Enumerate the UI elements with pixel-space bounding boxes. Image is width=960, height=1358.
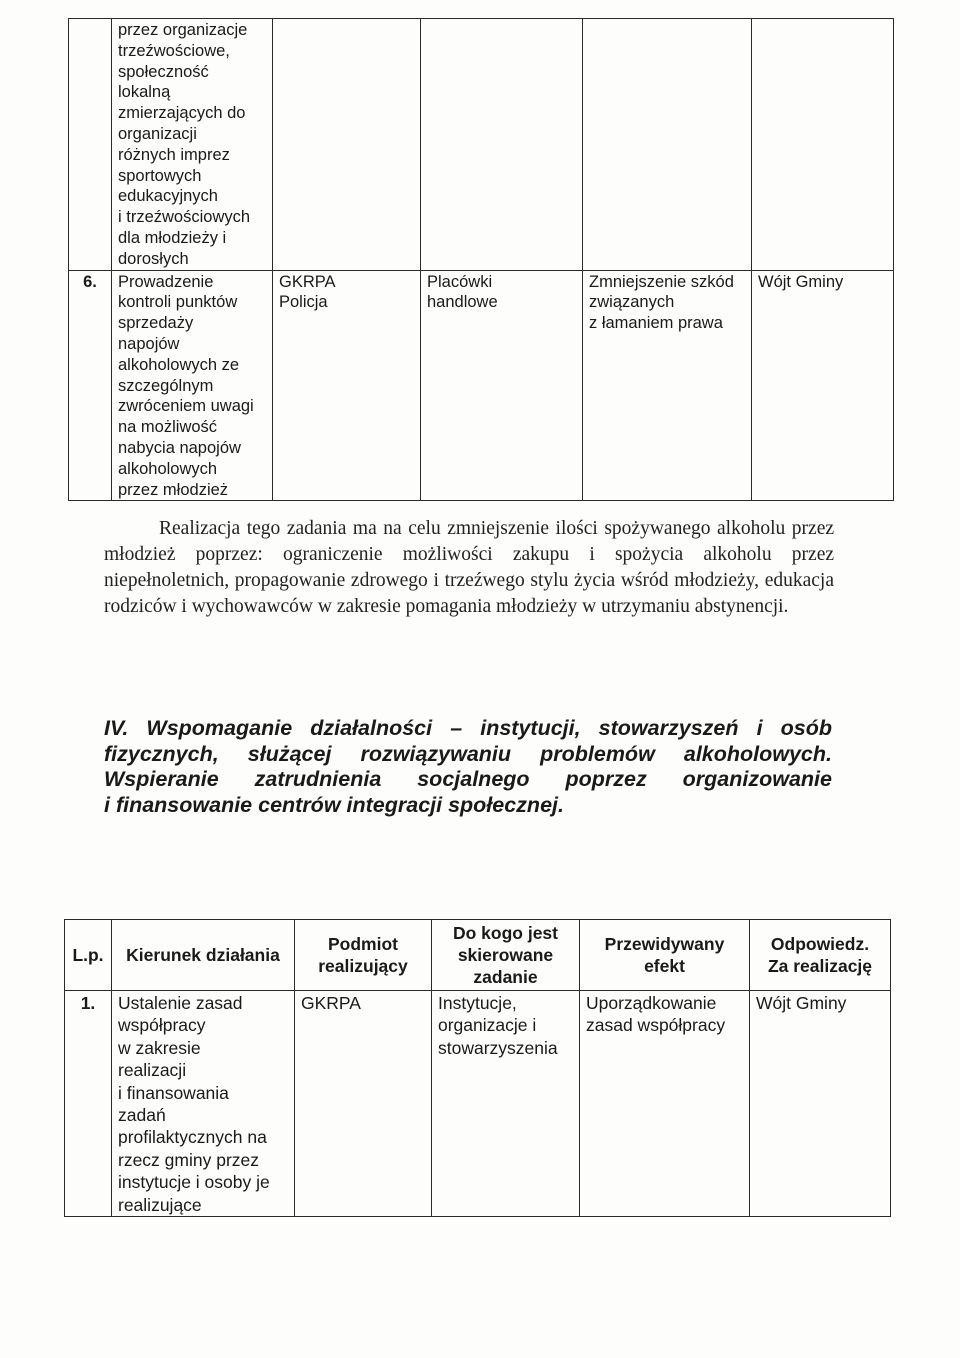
section-heading-line: i finansowanie centrów integracji społecznej. [104, 792, 564, 817]
responsible-cell: Wójt Gminy [750, 991, 891, 1217]
table-row [65, 991, 891, 1217]
entity-header: Podmiot realizujący [295, 920, 432, 991]
top-table [68, 18, 894, 501]
direction-cell: Ustalenie zasad współpracy w zakresie realizacji i finansowania zadań profilaktycznych na rzecz gminy przez instytucje i osoby je realizujące [112, 991, 295, 1217]
section-heading-line: fizycznych, służącej rozwiązywaniu problemów alkoholowych. [104, 741, 832, 766]
effect-header: Przewidywany efekt [580, 920, 750, 991]
entity-cell: GKRPA [295, 991, 432, 1217]
direction-header: Kierunek działania [112, 920, 295, 991]
direction-cell: przez organizacje trzeźwościowe, społeczność lokalną zmierzających do organizacji różnych imprez sportowych edukacyjnych i trzeźwościowych dla młodzieży i dorosłych [112, 19, 273, 271]
effect-cell: Uporządkowanie zasad współpracy [580, 991, 750, 1217]
table-row [69, 19, 894, 271]
section-heading-line: IV. Wspomaganie działalności – instytucji, stowarzyszeń i osób [104, 716, 832, 740]
section-heading [104, 716, 832, 818]
responsible-cell [752, 19, 894, 271]
lp-cell: 6. [69, 270, 112, 501]
target-cell [421, 19, 583, 271]
lp-cell: 1. [65, 991, 112, 1217]
entity-cell [273, 19, 421, 271]
section-heading-line: Wspieranie zatrudnienia socjalnego poprzez organizowanie [104, 767, 832, 791]
direction-cell: Prowadzenie kontroli punktów sprzedaży napojów alkoholowych ze szczególnym zwróceniem uwagi na możliwość nabycia napojów alkoholowych przez młodzież [112, 270, 273, 501]
lp-cell [69, 19, 112, 271]
effect-cell: Zmniejszenie szkód związanych z łamaniem prawa [583, 270, 752, 501]
table-row [69, 270, 894, 501]
lp-header: L.p. [65, 920, 112, 991]
entity-cell: GKRPA Policja [273, 270, 421, 501]
target-cell: Placówki handlowe [421, 270, 583, 501]
target-header: Do kogo jest skierowane zadanie [432, 920, 580, 991]
bottom-table [64, 919, 891, 1217]
responsible-cell: Wójt Gminy [752, 270, 894, 501]
header-row [65, 920, 891, 991]
responsible-header: Odpowiedz. Za realizację [750, 920, 891, 991]
target-cell: Instytucje, organizacje i stowarzyszenia [432, 991, 580, 1217]
effect-cell [583, 19, 752, 271]
task-description-paragraph: Realizacja tego zadania ma na celu zmniejszenie ilości spożywanego alkoholu przez młodzież poprzez: ograniczenie możliwości zakupu i spożycia alkoholu przez niepełnoletnich, propagowanie zdrowego i trzeźwego stylu życia wśród młodzieży, edukacja rodziców i wychowawców w zakresie pomagania młodzieży w utrzymaniu abstynencji. [104, 518, 834, 617]
